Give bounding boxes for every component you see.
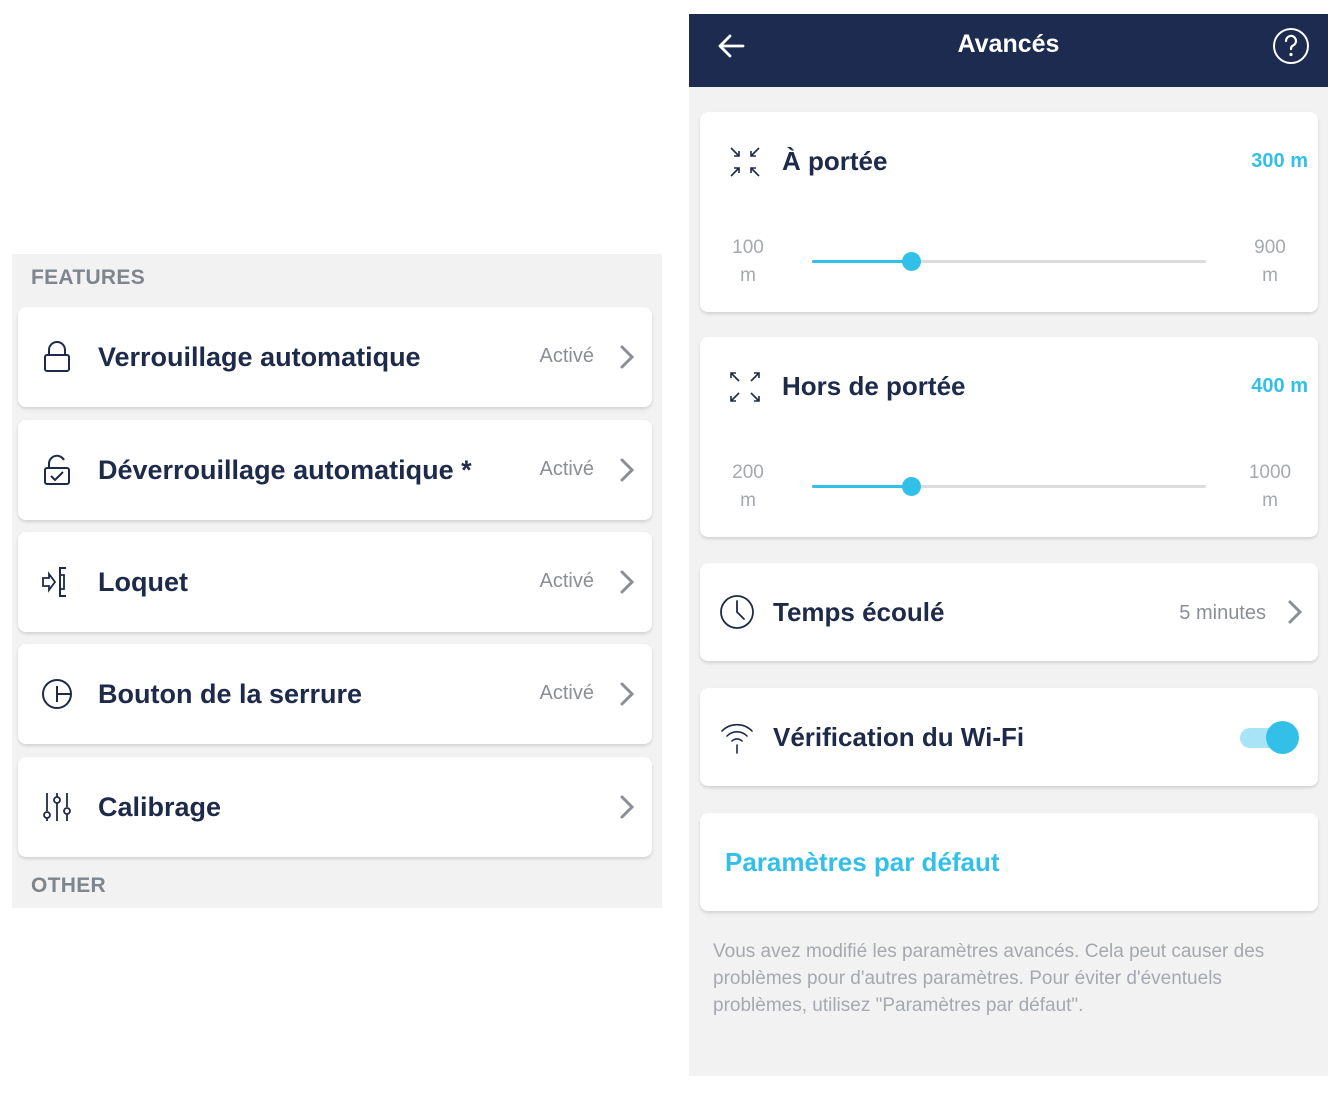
feature-label: Loquet bbox=[98, 567, 188, 597]
section-header-other: OTHER bbox=[31, 874, 106, 897]
feature-item-auto-lock[interactable] bbox=[18, 307, 652, 407]
feature-status: Activé bbox=[539, 570, 594, 592]
wifi-verification-toggle[interactable] bbox=[1240, 718, 1298, 756]
in-range-value: 300 m bbox=[1251, 150, 1308, 172]
collapse-arrows-icon bbox=[726, 143, 764, 181]
slider-thumb[interactable] bbox=[902, 252, 921, 271]
out-of-range-card bbox=[700, 337, 1318, 537]
feature-label: Calibrage bbox=[98, 792, 222, 822]
out-of-range-title: Hors de portée bbox=[782, 371, 966, 401]
section-header-features: FEATURES bbox=[31, 266, 146, 289]
feature-status: Activé bbox=[539, 345, 594, 367]
feature-status: Activé bbox=[539, 682, 594, 704]
help-circle-icon[interactable] bbox=[1271, 26, 1311, 66]
in-range-card bbox=[700, 112, 1318, 312]
chevron-right-icon bbox=[618, 794, 636, 820]
out-of-range-slider[interactable] bbox=[812, 485, 1206, 488]
lock-icon bbox=[40, 340, 74, 374]
chevron-right-icon bbox=[618, 457, 636, 483]
slider-fill bbox=[812, 260, 911, 263]
toggle-knob bbox=[1266, 721, 1299, 754]
sliders-icon bbox=[40, 790, 74, 824]
range-max-unit: m bbox=[1262, 265, 1278, 286]
range-min-value: 100 bbox=[732, 237, 764, 258]
feature-item-latch[interactable] bbox=[18, 532, 652, 632]
feature-item-auto-unlock[interactable] bbox=[18, 420, 652, 520]
feature-status: Activé bbox=[539, 458, 594, 480]
features-panel bbox=[12, 254, 662, 908]
range-min-value: 200 bbox=[732, 462, 764, 483]
default-settings-card bbox=[700, 813, 1318, 911]
feature-label: Bouton de la serrure bbox=[98, 679, 363, 709]
chevron-right-icon bbox=[618, 344, 636, 370]
chevron-right-icon bbox=[1286, 599, 1304, 625]
range-min-unit: m bbox=[740, 490, 756, 511]
chevron-right-icon bbox=[618, 569, 636, 595]
default-settings-button[interactable]: Paramètres par défaut bbox=[725, 847, 1000, 877]
wifi-verification-title: Vérification du Wi-Fi bbox=[773, 722, 1025, 752]
feature-label: Verrouillage automatique bbox=[98, 342, 421, 372]
slider-fill bbox=[812, 485, 911, 488]
app-bar bbox=[689, 14, 1328, 87]
elapsed-time-value: 5 minutes bbox=[1179, 602, 1266, 624]
elapsed-time-title: Temps écoulé bbox=[773, 597, 945, 627]
in-range-title: À portée bbox=[782, 146, 888, 176]
range-min-label bbox=[718, 234, 778, 290]
advanced-settings-screen bbox=[689, 14, 1328, 1076]
unlock-check-icon bbox=[40, 453, 74, 487]
feature-item-calibration[interactable] bbox=[18, 757, 652, 857]
range-max-value: 900 bbox=[1254, 237, 1286, 258]
range-max-unit: m bbox=[1262, 490, 1278, 511]
range-min-unit: m bbox=[740, 265, 756, 286]
feature-item-lock-button[interactable] bbox=[18, 644, 652, 744]
range-max-label bbox=[1240, 459, 1300, 515]
wifi-icon bbox=[718, 718, 756, 756]
slider-thumb[interactable] bbox=[902, 477, 921, 496]
advanced-settings-warning: Vous avez modifié les paramètres avancés. Cela peut causer des problèmes pour d'autres paramètres. Pour éviter d'éventuels problèmes, utilisez "Paramètres par défaut". bbox=[713, 941, 1265, 1016]
elapsed-time-row[interactable] bbox=[700, 563, 1318, 661]
in-range-slider[interactable] bbox=[812, 260, 1206, 263]
range-max-value: 1000 bbox=[1248, 462, 1292, 483]
range-min-label bbox=[718, 459, 778, 515]
wifi-verification-row bbox=[700, 688, 1318, 786]
latch-icon bbox=[40, 565, 74, 599]
page-title: Avancés bbox=[957, 30, 1060, 58]
chevron-right-icon bbox=[618, 681, 636, 707]
out-of-range-value: 400 m bbox=[1251, 375, 1308, 397]
lock-button-icon bbox=[40, 677, 74, 711]
expand-arrows-icon bbox=[726, 368, 764, 406]
range-max-label bbox=[1240, 234, 1300, 290]
feature-label: Déverrouillage automatique * bbox=[98, 455, 472, 485]
clock-icon bbox=[718, 593, 756, 631]
